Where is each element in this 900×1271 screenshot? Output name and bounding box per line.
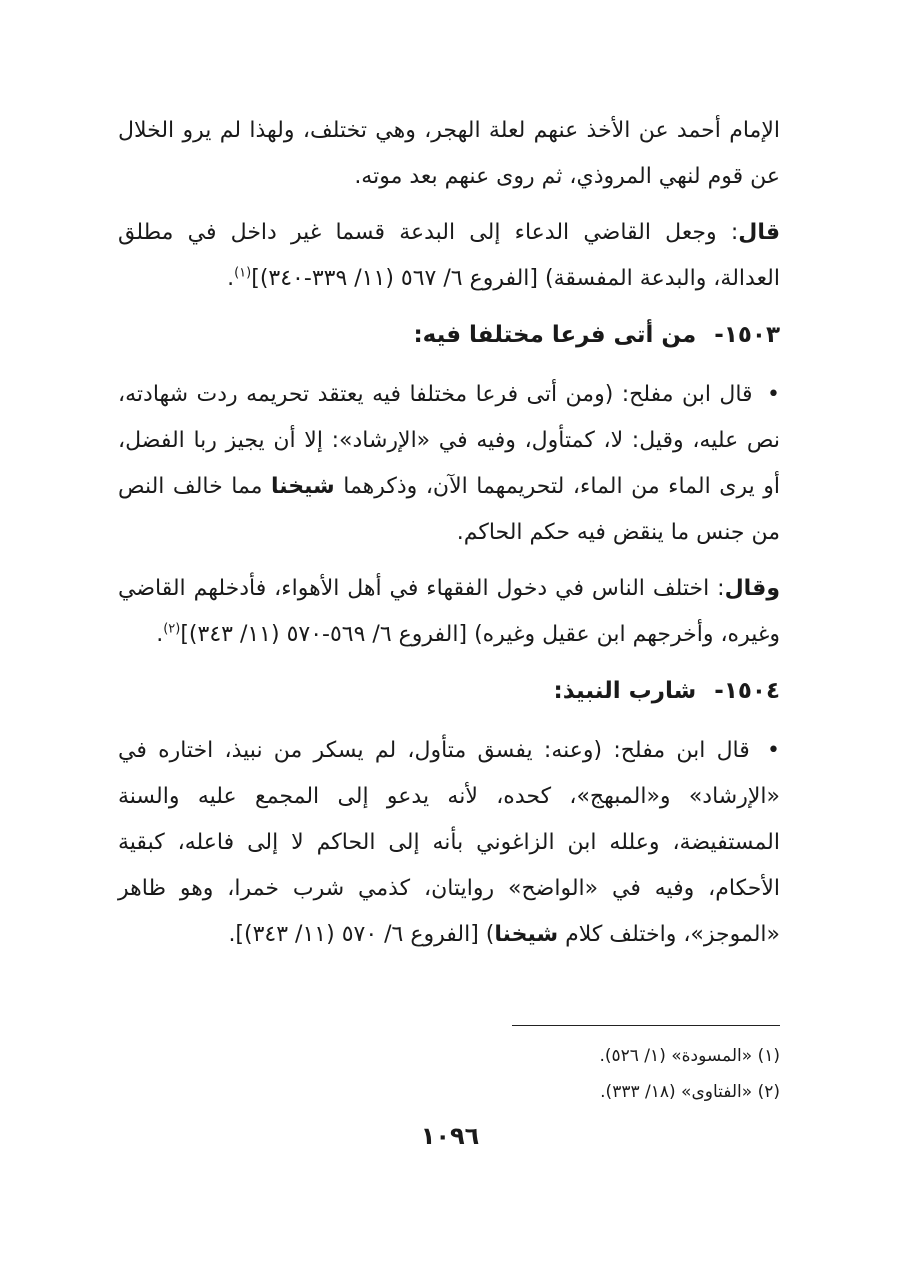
bullet-icon: • bbox=[767, 382, 780, 407]
section-number: ١٥٠٤- bbox=[714, 678, 780, 704]
bullet-icon: • bbox=[767, 738, 780, 763]
section-title: شارب النبيذ: bbox=[553, 678, 697, 704]
emphasis-text: شيخنا bbox=[270, 474, 335, 499]
period: . bbox=[156, 622, 164, 647]
lead-word: قال bbox=[738, 220, 780, 245]
footnote-2: (٢) «الفتاوى» (١٨/ ٣٣٣). bbox=[600, 1082, 780, 1102]
section-title: من أتى فرعا مختلفا فيه: bbox=[413, 322, 697, 348]
footnote-1: (١) «المسودة» (١/ ٥٢٦). bbox=[599, 1046, 780, 1066]
footnotes bbox=[118, 1038, 780, 1110]
paragraph-continuation bbox=[118, 108, 780, 200]
section-heading-1503 bbox=[118, 312, 780, 358]
section-heading-1504 bbox=[118, 668, 780, 714]
section-number: ١٥٠٣- bbox=[714, 322, 780, 348]
footnote-divider bbox=[512, 1025, 780, 1026]
period: . bbox=[227, 266, 235, 291]
paragraph-ibn-muflih-1 bbox=[118, 372, 780, 556]
footnote-ref[interactable]: (١) bbox=[234, 265, 252, 281]
paragraph-qadi-quote bbox=[118, 210, 780, 302]
paragraph-text: الإمام أحمد عن الأخذ عنهم لعلة الهجر، وهي تختلف، ولهذا لم يرو الخلال عن قوم لنهي المروذي، ثم روى عنهم بعد موته. bbox=[118, 118, 780, 189]
paragraph-text: : وجعل القاضي الدعاء إلى البدعة قسما غير داخل في مطلق العدالة، والبدعة المفسقة) [الفروع ٦/ ٥٦٧ (١١/ ٣٣٩-٣٤٠)] bbox=[118, 220, 780, 291]
paragraph-text: قال ابن مفلح: (ومن أتى فرعا مختلفا فيه يعتقد تحريمه ردت شهادته، نص عليه، وقيل: لا، كمتأول، وفيه في «الإرشاد»: إلا أن يجيز ربا الفضل، أو يرى الماء من الماء، لتحريمهما الآن، وذكرهما bbox=[118, 382, 780, 499]
paragraph-ahl-ahwa bbox=[118, 566, 780, 658]
body-text bbox=[118, 108, 780, 968]
lead-word: وقال bbox=[724, 576, 780, 601]
footnote-ref[interactable]: (٢) bbox=[163, 621, 181, 637]
paragraph-text: مما خالف النص من جنس ما ينقض فيه حكم الحاكم. bbox=[118, 474, 780, 545]
paragraph-text: قال ابن مفلح: (وعنه: يفسق متأول، لم يسكر من نبيذ، اختاره في «الإرشاد» و«المبهج»، كحده، لأنه يدعو إلى المجمع عليه والسنة المستفيضة، وعلله ابن الزاغوني بأنه إلى الحاكم لا إلى فاعله، كبقية الأحكام، وفيه في «الواضح» روايتان، كذمي شرب خمرا، وهو ظاهر «الموجز»، واختلف كلام bbox=[118, 738, 780, 947]
paragraph-text: : اختلف الناس في دخول الفقهاء في أهل الأهواء، فأدخلهم القاضي وغيره، وأخرجهم ابن عقيل وغيره) [الفروع ٦/ ٥٦٩-٥٧٠ (١١/ ٣٤٣)] bbox=[118, 576, 780, 647]
page-number: ١٠٩٦ bbox=[420, 1122, 480, 1150]
paragraph-ibn-muflih-2 bbox=[118, 728, 780, 958]
emphasis-text: شيخنا bbox=[494, 922, 559, 947]
paragraph-text: ) [الفروع ٦/ ٥٧٠ (١١/ ٣٤٣)]. bbox=[228, 922, 495, 947]
